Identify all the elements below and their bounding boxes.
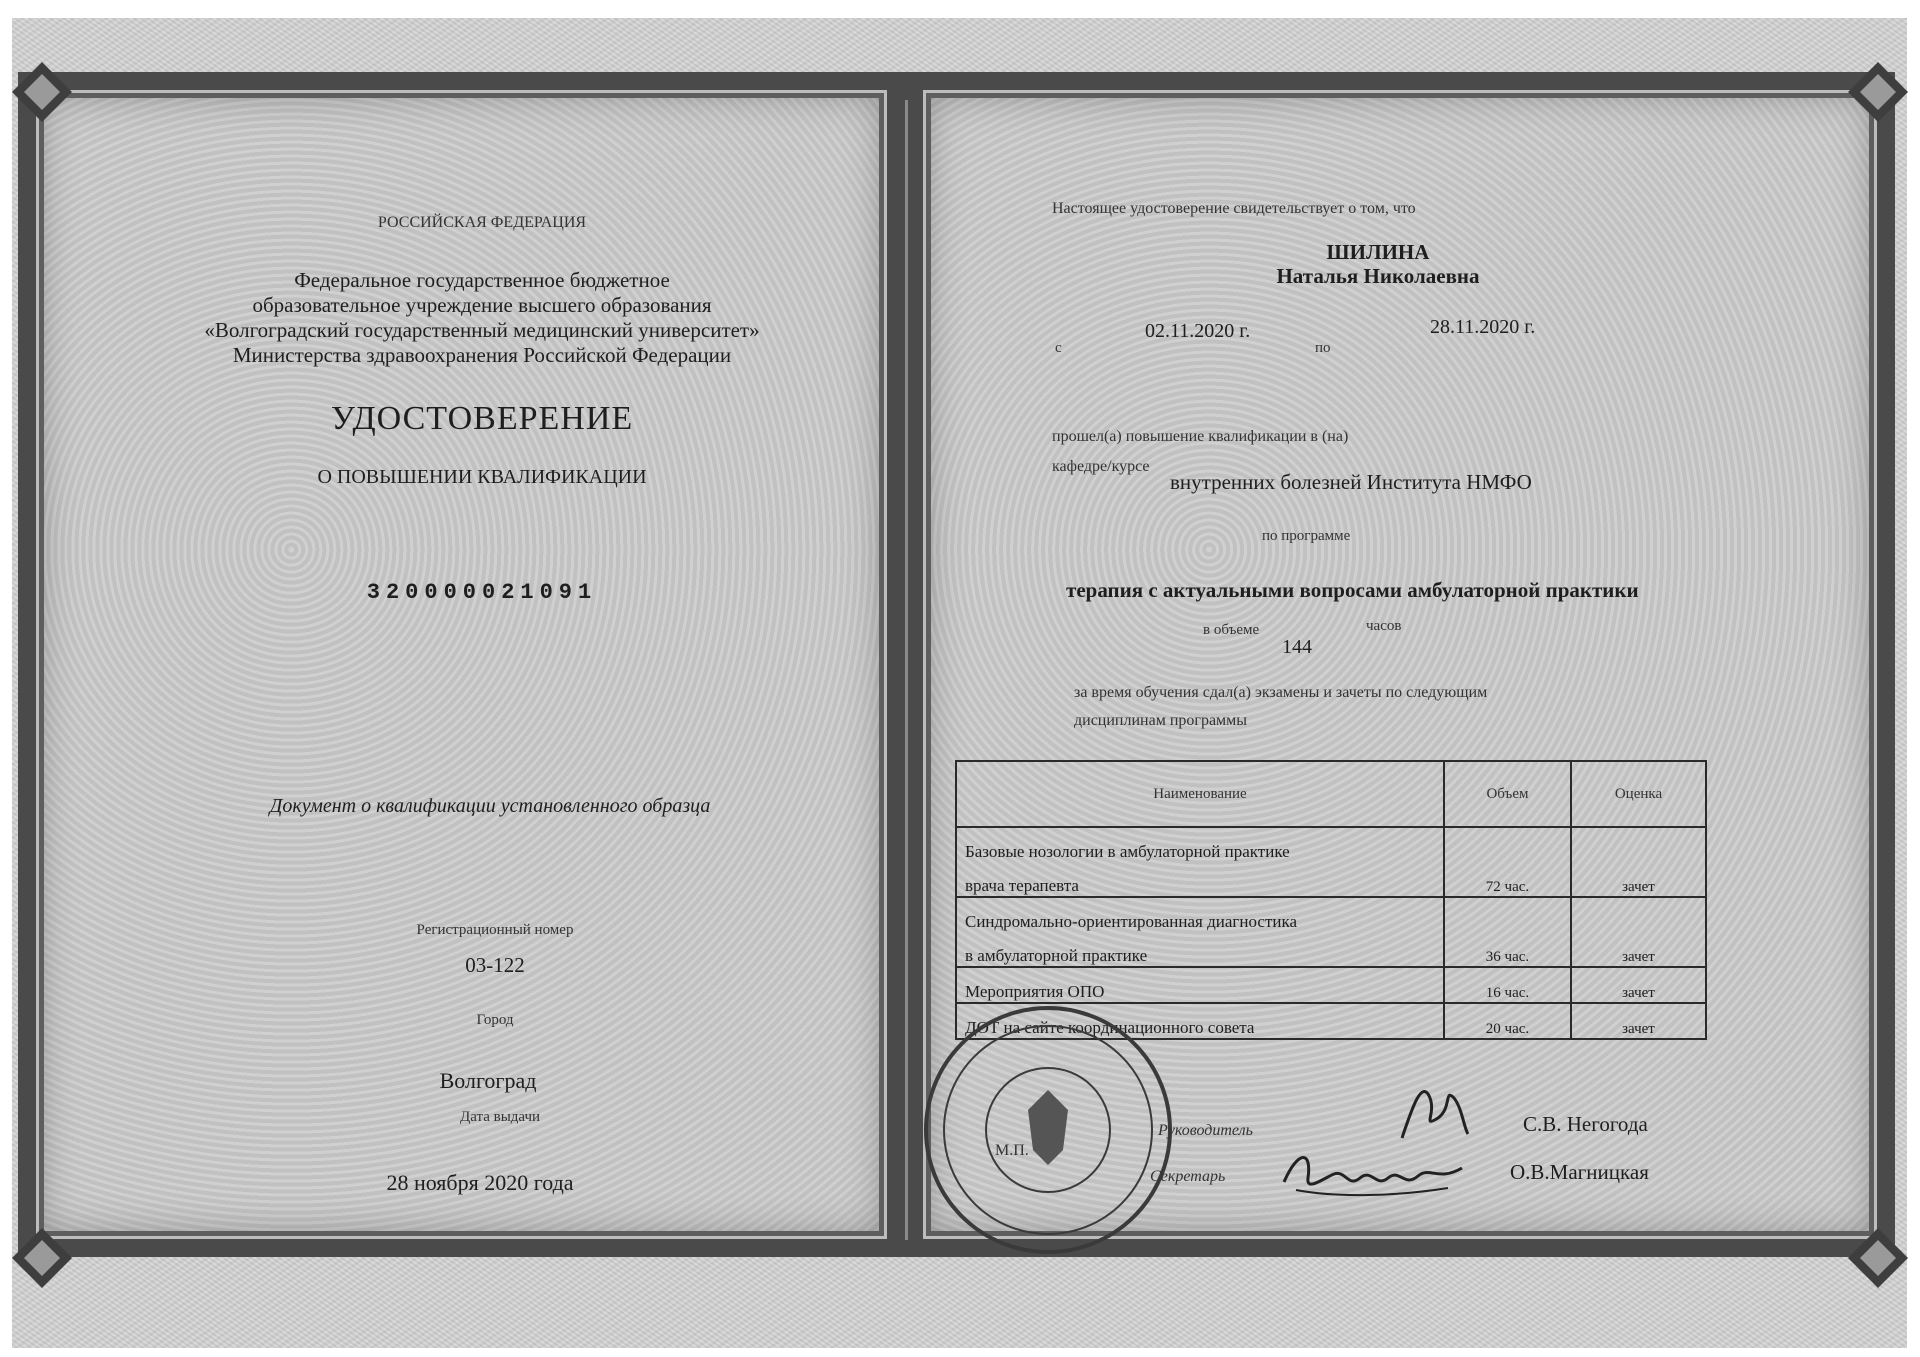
- discipline-name: в амбулаторной практике: [956, 932, 1444, 967]
- official-seal-icon: [918, 1000, 1178, 1260]
- discipline-name: ДОТ на сайте координационного совета: [956, 1003, 1444, 1039]
- holder-surname: ШИЛИНА: [1326, 240, 1430, 264]
- document-title: УДОСТОВЕРЕНИЕ: [330, 400, 634, 437]
- table-header-row: [956, 761, 1706, 827]
- header-volume: Объем: [1444, 761, 1571, 827]
- table-row: [956, 862, 1706, 897]
- institution-line-3: «Волгоградский государственный медицинский университет»: [204, 318, 760, 342]
- to-label: по: [1315, 340, 1331, 356]
- exams-line-2: дисциплинам программы: [1074, 712, 1248, 729]
- hours-label: часов: [1366, 618, 1402, 634]
- department-value: внутренних болезней Института НМФО: [1170, 470, 1532, 494]
- issue-date-label: Дата выдачи: [459, 1109, 541, 1125]
- discipline-volume: 20 час.: [1444, 1003, 1571, 1039]
- institution-line-2: образовательное учреждение высшего образования: [252, 293, 712, 317]
- department-label: кафедре/курсе: [1052, 458, 1150, 475]
- corner-ornament-icon: [12, 1228, 72, 1288]
- issue-date: 28 ноября 2020 года: [386, 1170, 574, 1195]
- institution-line-1: Федеральное государственное бюджетное: [294, 268, 670, 292]
- passed-text: прошел(а) повышение квалификации в (на): [1052, 428, 1349, 445]
- program-label: по программе: [1262, 528, 1351, 544]
- head-signature-icon: [1392, 1068, 1472, 1148]
- discipline-name: Мероприятия ОПО: [956, 967, 1444, 1003]
- document-subtitle: О ПОВЫШЕНИИ КВАЛИФИКАЦИИ: [317, 466, 647, 488]
- disciplines-table: [955, 760, 1707, 1040]
- city-value: Волгоград: [439, 1068, 537, 1093]
- table-row: [956, 827, 1706, 862]
- corner-ornament-icon: [1848, 1228, 1908, 1288]
- head-name: С.В. Негогода: [1523, 1112, 1648, 1136]
- exams-line-1: за время обучения сдал(а) экзамены и зачеты по следующим: [1074, 684, 1488, 701]
- secretary-label: Секретарь: [1150, 1168, 1226, 1185]
- volume-label: в объеме: [1203, 622, 1260, 638]
- discipline-volume: 36 час.: [1444, 932, 1571, 967]
- secretary-signature-icon: [1278, 1138, 1468, 1208]
- discipline-grade: зачет: [1571, 1003, 1706, 1039]
- intro-text: Настоящее удостоверение свидетельствует о том, что: [1052, 200, 1416, 217]
- document-type: Документ о квалификации установленного образца: [269, 795, 711, 817]
- discipline-grade: зачет: [1571, 967, 1706, 1003]
- head-label: Руководитель: [1158, 1122, 1253, 1139]
- discipline-grade: зачет: [1571, 862, 1706, 897]
- discipline-volume: 16 час.: [1444, 967, 1571, 1003]
- corner-ornament-icon: [12, 62, 72, 122]
- program-name: терапия с актуальными вопросами амбулаторной практики: [1066, 578, 1639, 602]
- page-fold: [905, 100, 908, 1240]
- country-name: РОССИЙСКАЯ ФЕДЕРАЦИЯ: [377, 214, 587, 231]
- registration-label: Регистрационный номер: [416, 922, 574, 938]
- table-row: [956, 897, 1706, 932]
- from-label: с: [1055, 340, 1062, 356]
- city-label: Город: [476, 1012, 514, 1028]
- serial-number: 320000021091: [366, 580, 598, 605]
- header-grade: Оценка: [1571, 761, 1706, 827]
- table-row: [956, 932, 1706, 967]
- discipline-volume: 72 час.: [1444, 862, 1571, 897]
- discipline-name: Синдромально-ориентированная диагностика: [956, 897, 1444, 932]
- header-name: Наименование: [956, 761, 1444, 827]
- corner-ornament-icon: [1848, 62, 1908, 122]
- stamp-label: М.П.: [995, 1142, 1029, 1159]
- discipline-grade: зачет: [1571, 932, 1706, 967]
- holder-given-names: Наталья Николаевна: [1276, 264, 1480, 288]
- registration-number: 03-122: [465, 953, 525, 977]
- to-date: 28.11.2020 г.: [1430, 316, 1536, 338]
- table-row: [956, 967, 1706, 1003]
- institution-line-4: Министерства здравоохранения Российской Федерации: [232, 343, 732, 367]
- discipline-name: Базовые нозологии в амбулаторной практике: [956, 827, 1444, 862]
- discipline-name: врача терапевта: [956, 862, 1444, 897]
- volume-value: 144: [1282, 636, 1312, 658]
- secretary-name: О.В.Магницкая: [1510, 1160, 1649, 1184]
- from-date: 02.11.2020 г.: [1145, 320, 1251, 342]
